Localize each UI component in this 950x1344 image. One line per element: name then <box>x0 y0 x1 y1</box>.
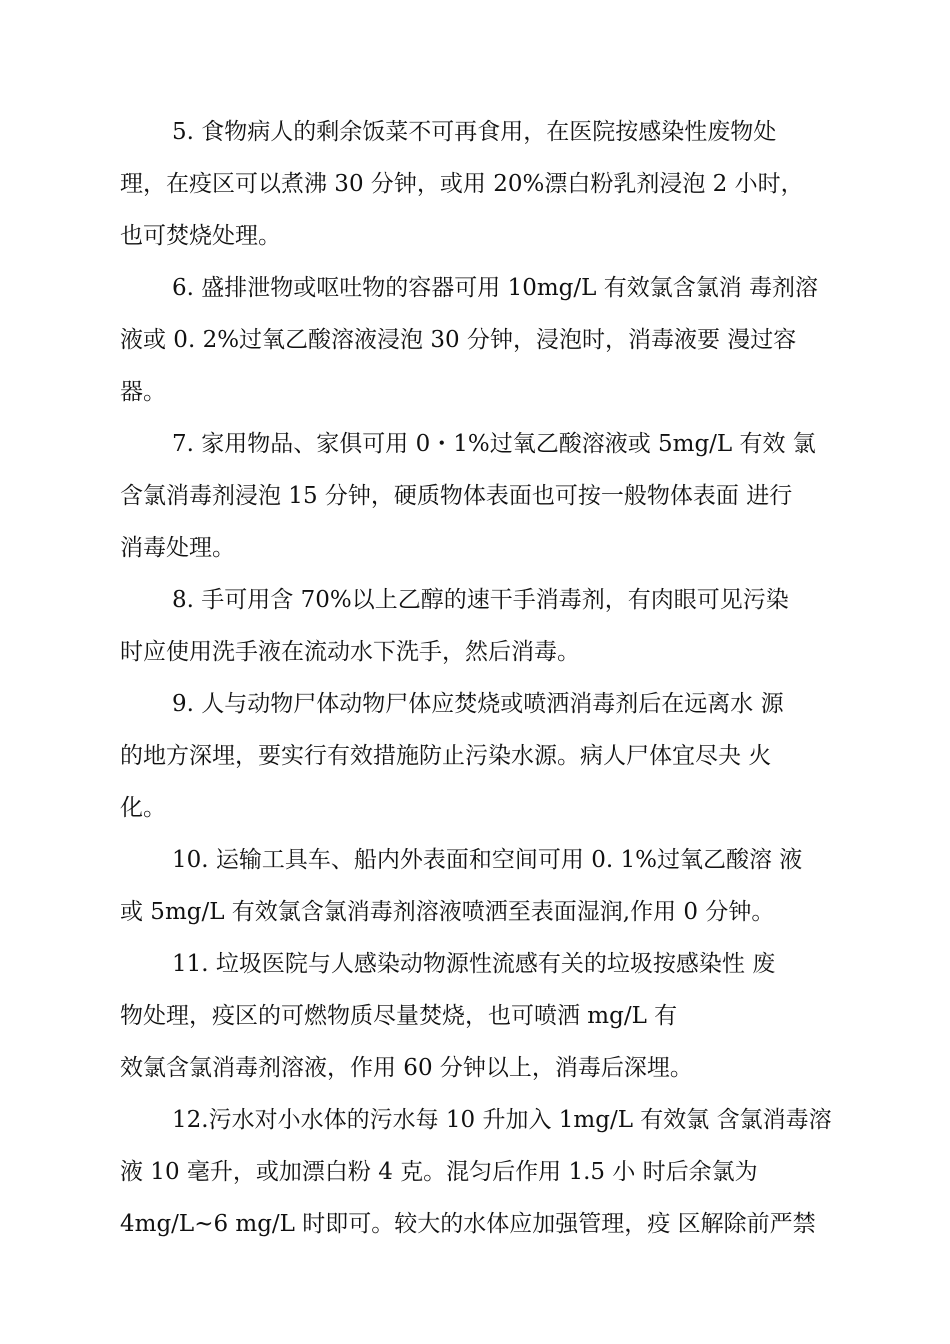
document-body <box>120 106 860 1250</box>
paragraph-11 <box>120 938 860 1094</box>
paragraph-line: 液 10 毫升，或加漂白粉 4 克。混匀后作用 1.5 小 时后余氯为 <box>120 1159 758 1185</box>
paragraph-line: 4mg/L~6 mg/L 时即可。较大的水体应加强管理，疫 区解除前严禁 <box>120 1211 816 1237</box>
paragraph-line: 含氯消毒剂浸泡 15 分钟，硬质物体表面也可按一般物体表面 进行 <box>120 483 793 509</box>
paragraph-9 <box>120 678 860 834</box>
paragraph-line: 12.污水对小水体的污水每 10 升加入 1mg/L 有效氯 含氯消毒溶 <box>172 1107 832 1133</box>
paragraph-line: 化。 <box>120 795 166 821</box>
paragraph-line: 也可焚烧处理。 <box>120 223 281 249</box>
paragraph-line: 7. 家用物品、家俱可用 0・1%过氧乙酸溶液或 5mg/L 有效 氯 <box>172 431 816 457</box>
paragraph-line: 物处理，疫区的可燃物质尽量焚烧，也可喷洒 mg/L 有 <box>120 1003 678 1029</box>
paragraph-line: 时应使用洗手液在流动水下洗手，然后消毒。 <box>120 639 580 665</box>
paragraph-line: 10. 运输工具车、船内外表面和空间可用 0. 1%过氧乙酸溶 液 <box>172 847 803 873</box>
paragraph-line: 8. 手可用含 70%以上乙醇的速干手消毒剂，有肉眼可见污染 <box>172 587 789 613</box>
paragraph-5 <box>120 106 860 262</box>
paragraph-line: 器。 <box>120 379 166 405</box>
paragraph-line: 的地方深埋，要实行有效措施防止污染水源。病人尸体宜尽夬 火 <box>120 743 772 769</box>
paragraph-7 <box>120 418 860 574</box>
paragraph-line: 消毒处理。 <box>120 535 235 561</box>
paragraph-line: 9. 人与动物尸体动物尸体应焚烧或喷洒消毒剂后在远离水 源 <box>172 691 784 717</box>
paragraph-line: 5. 食物病人的剩余饭菜不可再食用，在医院按感染性废物处 <box>172 119 777 145</box>
paragraph-line: 6. 盛排泄物或呕吐物的容器可用 10mg/L 有效氯含氯消 毒剂溶 <box>172 275 819 301</box>
paragraph-10 <box>120 834 860 938</box>
paragraph-line: 理，在疫区可以煮沸 30 分钟，或用 20%漂白粉乳剂浸泡 2 小时， <box>120 171 804 197</box>
paragraph-12 <box>120 1094 860 1250</box>
paragraph-line: 或 5mg/L 有效氯含氯消毒剂溶液喷洒至表面湿润,作用 0 分钟。 <box>120 899 775 925</box>
paragraph-line: 效氯含氯消毒剂溶液，作用 60 分钟以上，消毒后深埋。 <box>120 1055 693 1081</box>
paragraph-6 <box>120 262 860 418</box>
paragraph-line: 液或 0. 2%过氧乙酸溶液浸泡 30 分钟，浸泡时，消毒液要 漫过容 <box>120 327 797 353</box>
paragraph-8 <box>120 574 860 678</box>
paragraph-line: 11. 垃圾医院与人感染动物源性流感有关的垃圾按感染性 废 <box>172 951 776 977</box>
